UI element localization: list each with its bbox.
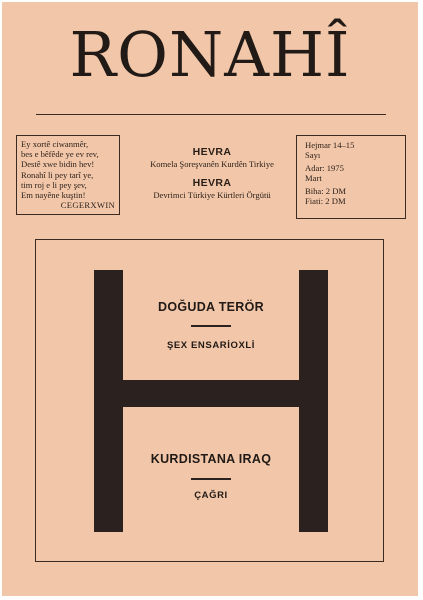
headline-top-rule [191,325,231,327]
h-left-bar [94,270,123,532]
masthead-title: RONAHÎ [69,18,351,91]
org-title-tr: HEVRA [192,177,232,189]
issue-info-box [296,135,406,219]
headline-top-author: ŞEX ENSARİOXLİ [166,340,256,351]
poem-line: bes e bêfêde ye ev rev, [21,149,99,160]
headline-bottom: KURDISTANA IRAQ [150,452,272,466]
issue-date: Adar: 1975 [305,163,344,174]
issue-number: Hejmar 14–15 [305,140,355,150]
org-subtitle-tr: Devrimci Türkiye Kürtleri Örgütü [153,190,271,200]
poem-line: Destê xwe bidin hev! [21,159,95,170]
h-right-bar [299,270,328,532]
issue-price-tr: Fiati: 2 DM [305,195,346,206]
poem-author: CEGERXWIN [60,200,115,211]
headline-bottom-subtitle: ÇAĞRI [194,490,228,501]
organization-block [132,146,292,208]
poem-line: tim roj e li pey şev, [21,179,87,190]
h-crossbar [123,380,299,407]
headline-top: DOĞUDA TERÖR [158,300,264,314]
poem-box [16,135,120,215]
magazine-cover [2,2,418,596]
issue-number-tr: Sayı [305,149,321,160]
org-title-ku: HEVRA [192,146,232,158]
issue-price: Biha: 2 DM [305,186,347,197]
org-subtitle-ku: Komela Şoreşvanên Kurdên Tirkiye [150,159,274,169]
headline-bottom-rule [191,478,231,480]
poem-line: Ey xortê ciwanmêr, [21,139,89,149]
poem-line: Em nayêne kuştin! [21,190,86,201]
masthead-rule [36,114,386,115]
poem-line: Ronahî li pey tarî ye, [21,169,94,180]
issue-date-tr: Mart [305,172,322,183]
